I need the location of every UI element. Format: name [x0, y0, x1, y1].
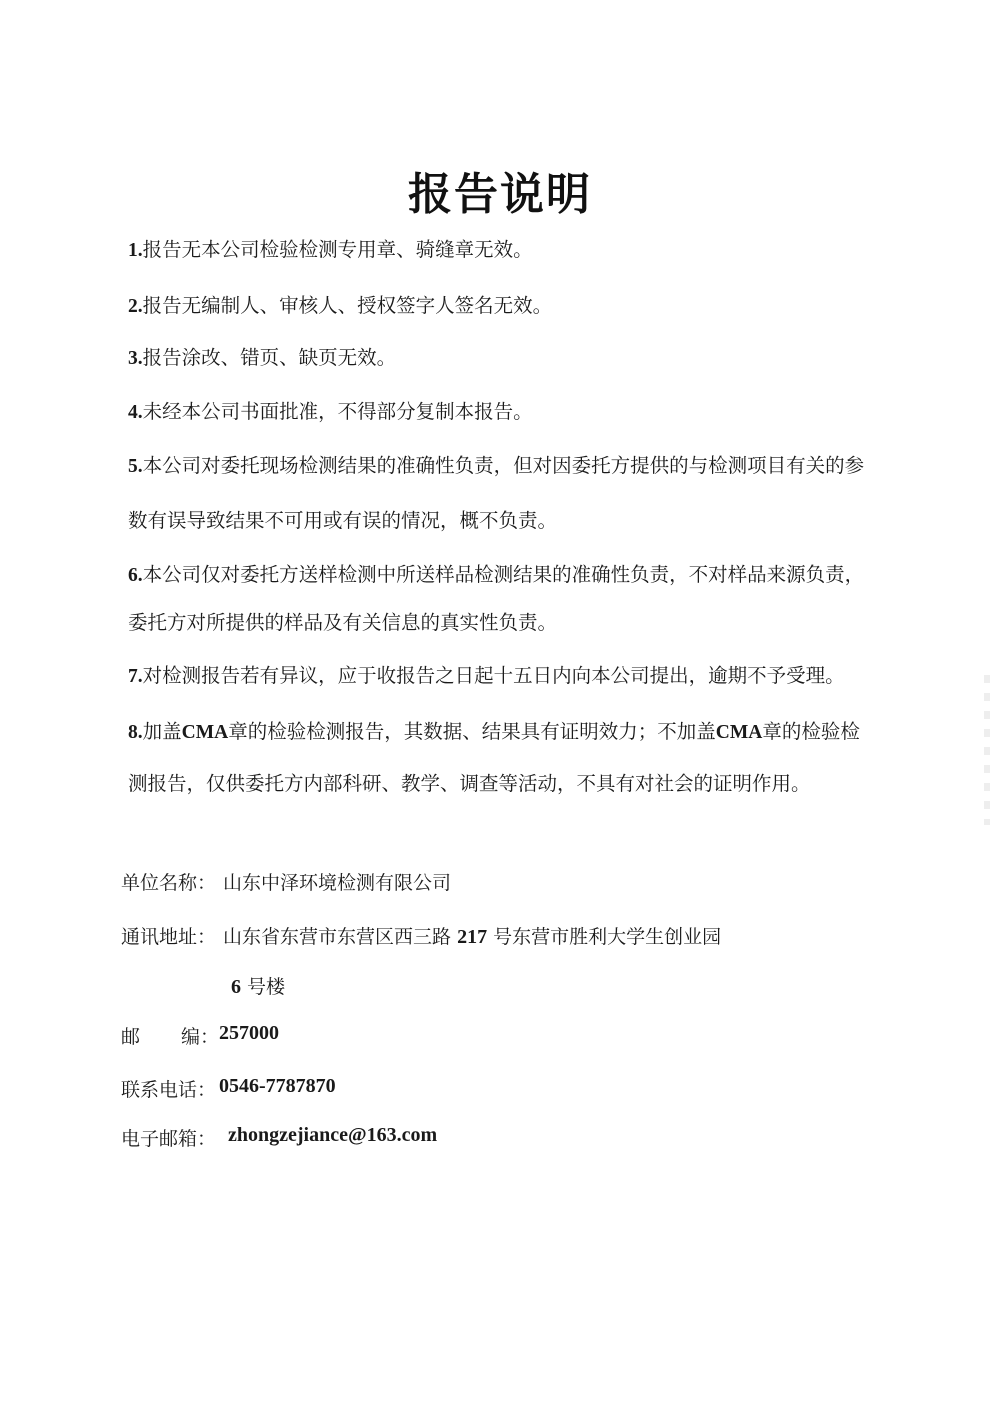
item-text: 未经本公司书面批准，不得部分复制本报告。 — [142, 400, 533, 423]
company-name: 山东中泽环境检测有限公司 — [223, 872, 452, 894]
phone-label: 联系电话： — [121, 1079, 217, 1101]
postcode-value: 257000 — [219, 1022, 279, 1044]
note-item-8-continued — [128, 768, 811, 796]
item-text: 对检测报告若有异议，应于收报告之日起十五日内向本公司提出，逾期不予受理。 — [142, 664, 845, 687]
item-number: 5. — [128, 456, 143, 477]
building-text: 号楼 — [247, 976, 286, 998]
item-text: 数有误导致结果不可用或有误的情况，概不负责。 — [128, 509, 558, 532]
item-text: 报告无本公司检验检测专用章、骑缝章无效。 — [142, 238, 533, 261]
item-number: 4. — [128, 402, 143, 423]
item-text: 委托方对所提供的样品及有关信息的真实性负责。 — [128, 611, 558, 634]
company-label: 单位名称： — [121, 872, 217, 894]
email-label: 电子邮箱： — [121, 1128, 217, 1150]
item-text: 章的检验检 — [762, 720, 860, 743]
item-text: 报告无编制人、审核人、授权签字人签名无效。 — [142, 294, 553, 317]
item-number: 7. — [128, 666, 143, 687]
item-number: 6. — [128, 565, 143, 586]
note-item-5-continued — [128, 505, 557, 533]
note-item-5 — [128, 450, 864, 478]
address-line-2 — [231, 972, 285, 999]
note-item-7 — [128, 660, 845, 688]
note-item-8 — [128, 716, 860, 744]
page-title: 报告说明 — [408, 169, 592, 220]
email-value: zhongzejiance@163.com — [228, 1124, 438, 1146]
item-number: 8. — [128, 722, 143, 743]
building-number: 6 — [231, 976, 241, 998]
item-number: 2. — [128, 296, 143, 317]
note-item-6 — [128, 559, 864, 587]
item-text: 本公司对委托现场检测结果的准确性负责，但对因委托方提供的与检测项目有关的参 — [142, 454, 865, 477]
item-text: 测报告，仅供委托方内部科研、教学、调查等活动，不具有对社会的证明作用。 — [128, 772, 811, 795]
item-text: 报告涂改、错页、缺页无效。 — [142, 346, 397, 369]
item-text: 本公司仅对委托方送样检测中所送样品检测结果的准确性负责，不对样品来源负责， — [142, 563, 865, 586]
item-text: 章的检验检测报告，其数据、结果具有证明效力；不加盖 — [228, 720, 716, 743]
address-part-1: 山东省东营市东营区西三路 — [223, 926, 452, 948]
item-number: 1. — [128, 240, 143, 261]
postcode-label-2: 编： — [181, 1026, 220, 1048]
note-item-2 — [128, 290, 552, 318]
address-number: 217 — [457, 926, 488, 948]
address-part-2: 号东营市胜利大学生创业园 — [493, 926, 722, 948]
item-text: 加盖 — [142, 720, 182, 743]
phone-value: 0546-7787870 — [219, 1075, 336, 1097]
note-item-6-continued — [128, 607, 557, 635]
cma-mark: CMA — [715, 722, 763, 743]
note-item-1 — [128, 234, 533, 262]
address-label: 通讯地址： — [121, 926, 217, 948]
scan-bleed-through-marks — [984, 675, 990, 825]
address-value — [223, 922, 721, 949]
cma-mark: CMA — [181, 722, 229, 743]
note-item-4 — [128, 396, 533, 424]
item-number: 3. — [128, 348, 143, 369]
note-item-3 — [128, 342, 396, 370]
postcode-label-1: 邮 — [121, 1026, 141, 1048]
